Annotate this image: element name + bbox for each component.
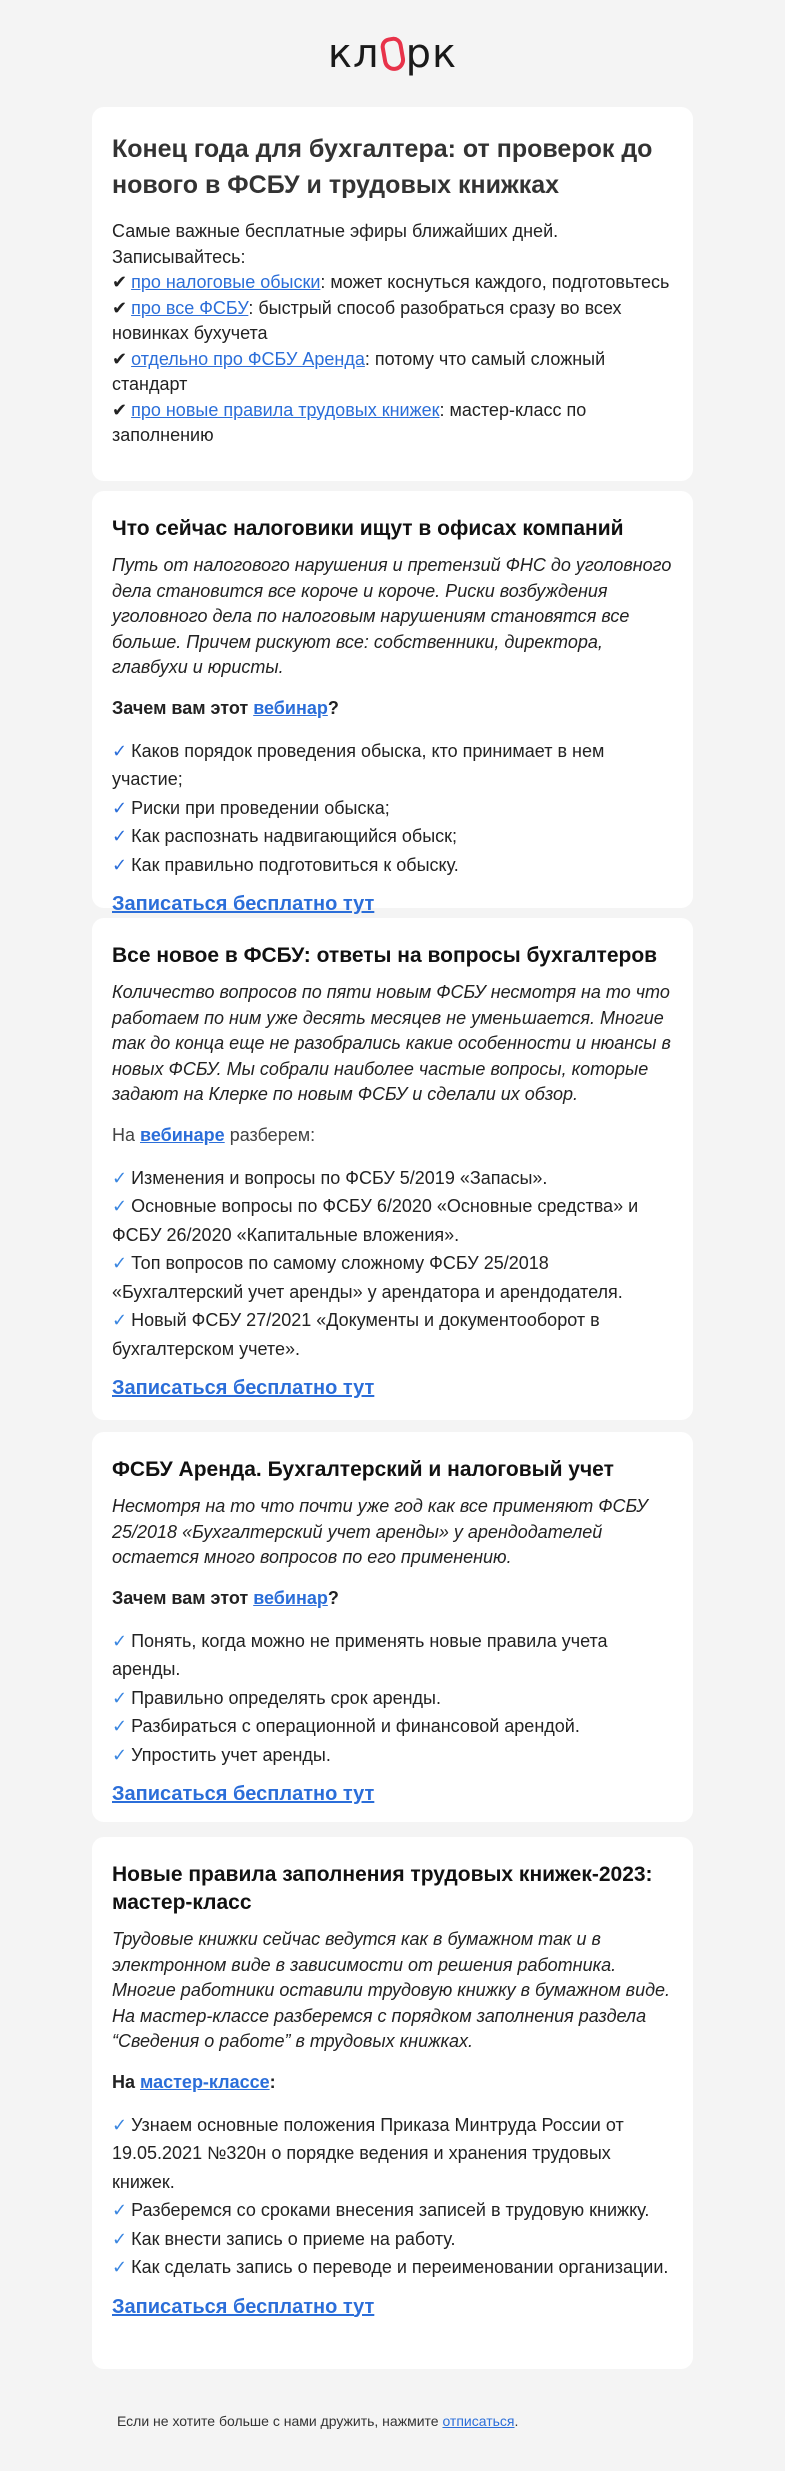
check-icon: ✓ xyxy=(112,2200,128,2220)
list-item xyxy=(112,794,673,823)
card-description: Трудовые книжки сейчас ведутся как в бумажном так и в электронном виде в зависимости от решения работника. Многие работники оставили трудовую книжку в бумажном виде. На мастер-классе разберемся с порядком заполнения раздела “Сведения о работе” в трудовых книжках. xyxy=(112,1929,671,2051)
list-item-text: Узнаем основные положения Приказа Минтруда России от 19.05.2021 №320н о порядке ведения и хранения трудовых книжек. xyxy=(112,2114,624,2192)
register-button[interactable]: Записаться бесплатно тут xyxy=(112,1783,375,1805)
intro-item xyxy=(112,296,673,347)
footer-text: Если не хотите больше с нами дружить, нажмите xyxy=(117,2413,443,2429)
logo-text-left: кл xyxy=(327,30,380,77)
card-list xyxy=(112,1164,673,1364)
klerk-logo[interactable] xyxy=(328,31,457,77)
question-prefix: На xyxy=(112,1124,141,1145)
list-item-text: Каков порядок проведения обыска, кто принимает в нем участие; xyxy=(112,740,605,789)
card-title: Все новое в ФСБУ: ответы на вопросы бухгалтеров xyxy=(112,944,658,967)
card-title: ФСБУ Аренда. Бухгалтерский и налоговый учет xyxy=(112,1458,614,1481)
list-item xyxy=(112,2111,673,2197)
list-item xyxy=(112,822,673,851)
list-item-text: Изменения и вопросы по ФСБУ 5/2019 «Запасы». xyxy=(131,1167,548,1188)
list-item xyxy=(112,1164,673,1193)
card-question xyxy=(112,2069,673,2095)
check-icon: ✓ xyxy=(112,2114,128,2135)
list-item xyxy=(112,1192,673,1249)
intro-lead: Самые важные бесплатные эфиры ближайших дней. Записывайтесь: xyxy=(112,221,559,267)
header-logo[interactable] xyxy=(0,0,785,107)
list-item xyxy=(112,2253,673,2282)
intro-item-text: : быстрый способ разобраться сразу во всех новинках бухучета xyxy=(112,297,622,343)
list-item xyxy=(112,1684,673,1713)
list-item-text: Основные вопросы по ФСБУ 6/2020 «Основные средства» и ФСБУ 26/2020 «Капитальные вложения». xyxy=(112,1196,639,1245)
list-item-text: Риски при проведении обыска; xyxy=(131,797,390,818)
question-suffix: ? xyxy=(327,1587,339,1608)
unsubscribe-footer xyxy=(117,2413,518,2429)
card-question xyxy=(112,1585,673,1611)
card-list xyxy=(112,2111,673,2282)
list-item xyxy=(112,1306,673,1363)
question-suffix: : xyxy=(269,2071,276,2092)
webinar-link[interactable]: вебинаре xyxy=(140,1124,225,1145)
list-item xyxy=(112,2196,673,2225)
card-list xyxy=(112,737,673,880)
register-button[interactable]: Записаться бесплатно тут xyxy=(112,1377,375,1399)
intro-item xyxy=(112,270,673,296)
check-icon: ✓ xyxy=(112,1253,128,1273)
intro-item-text: : может коснуться каждого, подготовьтесь xyxy=(320,272,670,292)
masterclass-link[interactable]: мастер-классе xyxy=(140,2071,270,2092)
webinar-card-fsbu xyxy=(92,918,693,1420)
intro-item-text: : потому что самый сложный стандарт xyxy=(112,348,606,394)
intro-card xyxy=(92,107,693,481)
logo-accent-icon xyxy=(379,35,407,72)
list-item xyxy=(112,1249,673,1306)
check-icon: ✓ xyxy=(112,1196,128,1216)
check-icon: ✓ xyxy=(112,1716,128,1736)
masterclass-card-workbooks xyxy=(92,1837,693,2369)
intro-link-workbooks[interactable]: про новые правила трудовых книжек xyxy=(131,399,440,420)
card-title: Что сейчас налоговики ищут в офисах компаний xyxy=(112,517,624,540)
list-item-text: Как распознать надвигающийся обыск; xyxy=(131,826,458,846)
check-icon: ✔ xyxy=(112,272,128,292)
check-icon: ✓ xyxy=(112,1687,128,1708)
check-icon: ✓ xyxy=(112,1167,128,1188)
intro-item xyxy=(112,398,673,449)
list-item-text: Как внести запись о приеме на работу. xyxy=(131,2228,456,2249)
list-item-text: Разбираться с операционной и финансовой арендой. xyxy=(131,1716,580,1736)
question-suffix: разберем: xyxy=(224,1124,316,1145)
intro-title: Конец года для бухгалтера: от проверок до нового в ФСБУ и трудовых книжках xyxy=(112,135,653,199)
list-item-text: Правильно определять срок аренды. xyxy=(131,1687,441,1708)
card-question xyxy=(112,1122,673,1148)
check-icon: ✓ xyxy=(112,1744,128,1765)
list-item-text: Разберемся со сроками внесения записей в трудовую книжку. xyxy=(131,2200,650,2220)
question-prefix: Зачем вам этот xyxy=(112,1587,254,1608)
list-item-text: Как сделать запись о переводе и переименовании организации. xyxy=(131,2257,669,2277)
register-button[interactable]: Записаться бесплатно тут xyxy=(112,2295,375,2318)
register-button[interactable]: Записаться бесплатно тут xyxy=(112,893,375,915)
card-question xyxy=(112,695,673,721)
intro-link-fsbu-rent[interactable]: отдельно про ФСБУ Аренда xyxy=(131,348,365,369)
check-icon: ✓ xyxy=(112,1310,128,1330)
logo-text-right: рк xyxy=(405,30,458,77)
check-icon: ✓ xyxy=(112,2257,128,2277)
check-icon: ✓ xyxy=(112,797,128,818)
card-description: Несмотря на то что почти уже год как все применяют ФСБУ 25/2018 «Бухгалтерский учет аренды» у арендодателей остается много вопросов по его применению. xyxy=(112,1496,648,1567)
check-icon: ✔ xyxy=(112,399,128,420)
check-icon: ✓ xyxy=(112,854,128,875)
list-item xyxy=(112,1741,673,1770)
list-item-text: Новый ФСБУ 27/2021 «Документы и документооборот в бухгалтерском учете». xyxy=(112,1310,600,1359)
list-item-text: Топ вопросов по самому сложному ФСБУ 25/2018 «Бухгалтерский учет аренды» у арендатора и арендодателя. xyxy=(112,1253,623,1302)
intro-link-fsbu[interactable]: про все ФСБУ xyxy=(131,297,249,318)
card-description: Путь от налогового нарушения и претензий ФНС до уголовного дела становится все короче и короче. Риски возбуждения уголовного дела по налоговым нарушениям становятся все больше. Причем рискуют все: собственники, директора, главбухи и юристы. xyxy=(112,555,672,677)
list-item-text: Понять, когда можно не применять новые правила учета аренды. xyxy=(112,1630,608,1679)
intro-item xyxy=(112,347,673,398)
check-icon: ✔ xyxy=(112,297,128,318)
list-item xyxy=(112,737,673,794)
intro-link-searches[interactable]: про налоговые обыски xyxy=(131,272,321,292)
check-icon: ✓ xyxy=(112,740,128,761)
check-icon: ✓ xyxy=(112,1630,128,1651)
list-item xyxy=(112,1627,673,1684)
list-item xyxy=(112,1712,673,1741)
webinar-card-searches xyxy=(92,491,693,915)
question-prefix: Зачем вам этот xyxy=(112,697,254,718)
list-item-text: Упростить учет аренды. xyxy=(131,1744,331,1765)
check-icon: ✓ xyxy=(112,826,128,846)
card-list xyxy=(112,1627,673,1770)
question-suffix: ? xyxy=(327,697,339,718)
intro-item-text: : мастер-класс по заполнению xyxy=(112,399,587,445)
card-description: Количество вопросов по пяти новым ФСБУ несмотря на то что работаем по ним уже десять месяцев не уменьшается. Многие так до конца еще не разобрались какие особенности и нюансы в новых ФСБУ. Мы собрали наиболее частые вопросы, которые задают на Клерке по новым ФСБУ и сделали их обзор. xyxy=(112,982,671,1104)
check-icon: ✔ xyxy=(112,348,128,369)
check-icon: ✓ xyxy=(112,2228,128,2249)
webinar-link[interactable]: вебинар xyxy=(253,1587,328,1608)
list-item xyxy=(112,2225,673,2254)
footer-end: . xyxy=(514,2413,519,2429)
question-prefix: На xyxy=(112,2071,141,2092)
webinar-link[interactable]: вебинар xyxy=(253,697,328,718)
card-title: Новые правила заполнения трудовых книжек-2023: мастер-класс xyxy=(112,1863,653,1914)
list-item xyxy=(112,851,673,880)
unsubscribe-link[interactable]: отписаться xyxy=(442,2413,515,2429)
list-item-text: Как правильно подготовиться к обыску. xyxy=(131,854,459,875)
webinar-card-rent xyxy=(92,1432,693,1822)
